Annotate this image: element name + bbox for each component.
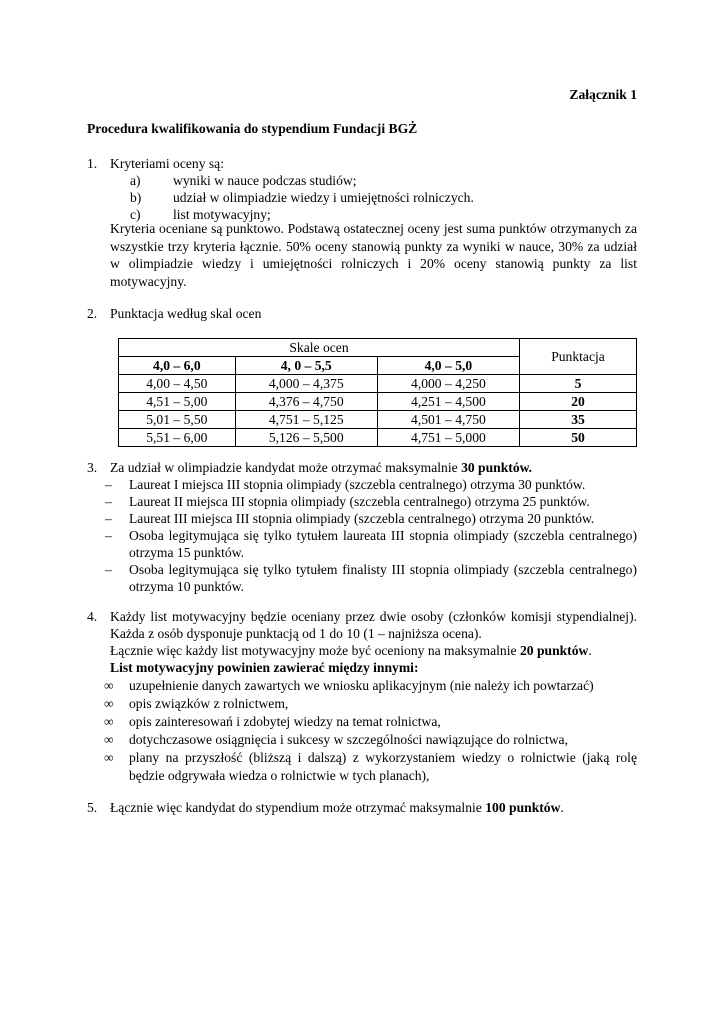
table-cell: 5,126 – 5,500 — [235, 429, 377, 447]
document-title: Procedura kwalifikowania do stypendium Fundacji BGŻ — [87, 121, 418, 136]
section-number: 5. — [87, 800, 98, 815]
table-cell-points: 5 — [520, 375, 637, 393]
section-number: 1. — [87, 156, 98, 171]
table-row — [119, 393, 637, 411]
max-points-line: Łącznie więc każdy list motywacyjny może być oceniony na maksymalnie 20 punktów. — [110, 643, 592, 658]
criteria-paragraph: Kryteria oceniane są punktowo. Podstawą ostatecznej oceny jest suma punktów otrzymanych za wszystkie trzy kryteria łącznie. 50% oceny stanowią punkty za wyniki w nauce, 30% za udział w olimpiadzie wiedzy i umiejętności rolniczych i 20% oceny stanowią punkty za list motywacyjny. — [110, 221, 637, 289]
table-column-header: 4, 0 – 5,5 — [235, 357, 377, 375]
list-letter: c) — [130, 207, 141, 222]
list-item: plany na przyszłość (bliższą i dalszą) z wykorzystaniem wiedzy o rolnictwie (jaką rolę będzie odgrywała wiedza o rolnictwie w tych planach), — [129, 750, 637, 783]
table-cell: 4,501 – 4,750 — [377, 411, 519, 429]
infinity-bullet-icon: ∞ — [104, 678, 114, 693]
table-cell: 4,51 – 5,00 — [119, 393, 236, 411]
list-letter: a) — [130, 173, 141, 188]
infinity-bullet-icon: ∞ — [104, 750, 114, 765]
list-item: Osoba legitymująca się tylko tytułem finalisty III stopnia olimpiady (szczebla centralnego) otrzyma 10 punktów. — [129, 562, 637, 594]
table-cell: 4,751 – 5,125 — [235, 411, 377, 429]
table-cell-points: 35 — [520, 411, 637, 429]
list-item: dotychczasowe osiągnięcia i sukcesy w szczególności nawiązujące do rolnictwa, — [129, 732, 568, 747]
list-item: Laureat I miejsca III stopnia olimpiady (szczebla centralnego) otrzyma 30 punktów. — [129, 477, 586, 492]
section-heading: Punktacja według skal ocen — [110, 306, 262, 321]
dash-bullet-icon: – — [105, 528, 112, 543]
list-item: Laureat III miejsca III stopnia olimpiady (szczebla centralnego) otrzyma 20 punktów. — [129, 511, 595, 526]
table-column-header: 4,0 – 5,0 — [377, 357, 519, 375]
dash-bullet-icon: – — [105, 494, 112, 509]
infinity-bullet-icon: ∞ — [104, 732, 114, 747]
table-row — [119, 411, 637, 429]
attachment-label: Załącznik 1 — [569, 87, 637, 102]
grading-scale-table — [118, 338, 637, 447]
list-item: list motywacyjny; — [173, 207, 271, 222]
table-cell: 4,000 – 4,250 — [377, 375, 519, 393]
list-item: opis zainteresowań i zdobytej wiedzy na temat rolnictwa, — [129, 714, 441, 729]
list-item: opis związków z rolnictwem, — [129, 696, 289, 711]
table-row — [119, 375, 637, 393]
section-heading: Kryteriami oceny są: — [110, 156, 224, 171]
dash-bullet-icon: – — [105, 477, 112, 492]
table-cell: 4,251 – 4,500 — [377, 393, 519, 411]
table-points-header: Punktacja — [520, 339, 637, 375]
dash-bullet-icon: – — [105, 562, 112, 577]
section-number: 4. — [87, 609, 98, 624]
list-item: wyniki w nauce podczas studiów; — [173, 173, 357, 188]
list-item: udział w olimpiadzie wiedzy i umiejętności rolniczych. — [173, 190, 474, 205]
table-cell: 5,01 – 5,50 — [119, 411, 236, 429]
table-cell: 5,51 – 6,00 — [119, 429, 236, 447]
table-cell-points: 50 — [520, 429, 637, 447]
list-letter: b) — [130, 190, 142, 205]
table-cell-points: 20 — [520, 393, 637, 411]
infinity-bullet-icon: ∞ — [104, 714, 114, 729]
table-group-header: Skale ocen — [119, 339, 520, 357]
table-cell: 4,376 – 4,750 — [235, 393, 377, 411]
section-subheading: List motywacyjny powinien zawierać między innymi: — [110, 660, 419, 675]
list-item: Laureat II miejsca III stopnia olimpiady (szczebla centralnego) otrzyma 25 punktów. — [129, 494, 590, 509]
table-cell: 4,751 – 5,000 — [377, 429, 519, 447]
table-row — [119, 429, 637, 447]
section-number: 3. — [87, 460, 98, 475]
table-cell: 4,00 – 4,50 — [119, 375, 236, 393]
table-cell: 4,000 – 4,375 — [235, 375, 377, 393]
section-intro: Za udział w olimpiadzie kandydat może otrzymać maksymalnie 30 punktów. — [110, 460, 533, 475]
section-paragraph: Każdy list motywacyjny będzie oceniany przez dwie osoby (członków komisji stypendialnej). Każda z osób dysponuje punktacją od 1 do 10 (1 – najniższa ocena). — [110, 609, 637, 641]
infinity-bullet-icon: ∞ — [104, 696, 114, 711]
dash-bullet-icon: – — [105, 511, 112, 526]
list-item: Osoba legitymująca się tylko tytułem laureata III stopnia olimpiady (szczebla centralnego) otrzyma 15 punktów. — [129, 528, 637, 560]
list-item: uzupełnienie danych zawartych we wniosku aplikacyjnym (nie należy ich powtarzać) — [129, 678, 594, 693]
section-number: 2. — [87, 306, 98, 321]
table-column-header: 4,0 – 6,0 — [119, 357, 236, 375]
total-points-line: Łącznie więc kandydat do stypendium może otrzymać maksymalnie 100 punktów. — [110, 800, 564, 815]
